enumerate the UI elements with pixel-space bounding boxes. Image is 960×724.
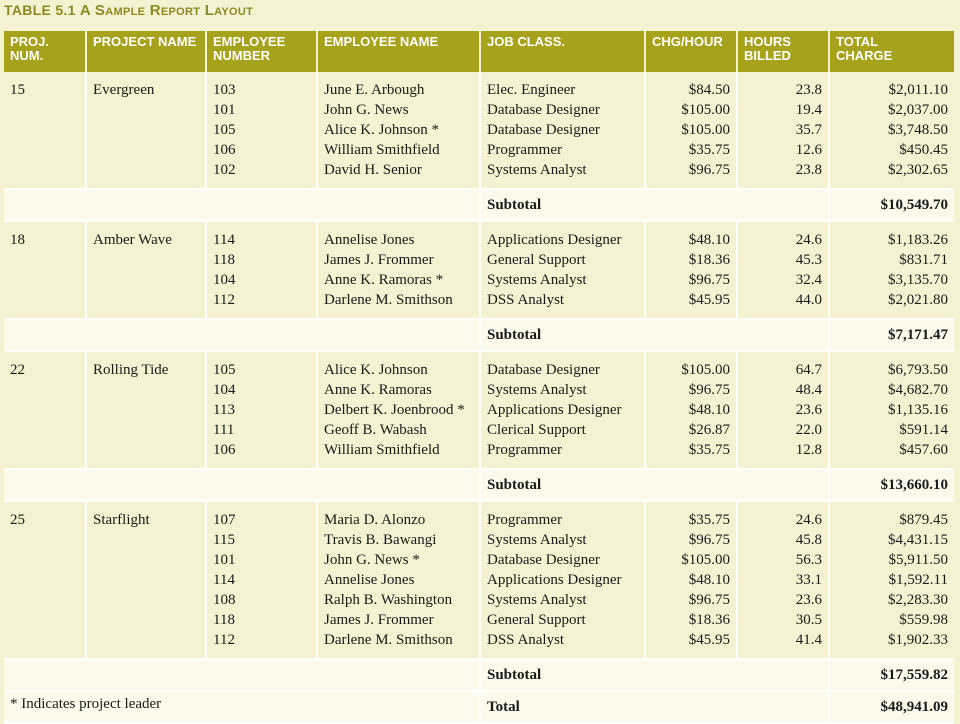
job-class: Systems Analyst (487, 532, 587, 548)
job-class: Systems Analyst (487, 272, 587, 288)
col-header-label: EMPLOYEE NAME (324, 34, 439, 49)
employee-number: 106 (213, 442, 236, 458)
total-charge-cell (829, 351, 954, 469)
total-charge: $2,037.00 (888, 102, 948, 118)
subtotal-value: $17,559.82 (829, 659, 954, 691)
chg-hour: $105.00 (681, 362, 730, 378)
employee-name: John G. News (324, 102, 409, 118)
chg-hour: $18.36 (688, 612, 730, 628)
employee-name: Darlene M. Smithson (324, 292, 453, 308)
col-header-employee-name (317, 31, 480, 72)
employee-number: 103 (213, 82, 236, 98)
chg-hour: $105.00 (681, 122, 730, 138)
employee-name: John G. News * (324, 552, 420, 568)
total-charge: $1,592.11 (888, 572, 948, 588)
job-class-cell (480, 72, 645, 189)
hours-billed: 56.3 (795, 552, 822, 568)
employee-number: 107 (213, 512, 236, 528)
project-group-row (4, 221, 954, 319)
total-charge: $2,302.65 (888, 162, 948, 178)
proj-num-cell (4, 351, 86, 469)
employee-name: Maria D. Alonzo (324, 512, 426, 528)
chg-hour: $48.10 (688, 572, 730, 588)
employee-name: Delbert K. Joenbrood * (324, 402, 465, 418)
job-class-cell (480, 221, 645, 319)
employee-number: 111 (213, 422, 235, 438)
subtotal-spacer (4, 189, 480, 221)
job-class: Elec. Engineer (487, 82, 576, 98)
job-class: Database Designer (487, 362, 600, 378)
col-header-proj-num (4, 31, 86, 72)
total-charge: $2,011.10 (888, 82, 948, 98)
project-name: Evergreen (93, 82, 155, 98)
total-charge: $2,021.80 (888, 292, 948, 308)
employee-number: 101 (213, 102, 236, 118)
chg-hour: $96.75 (688, 592, 730, 608)
employee-name: Anne K. Ramoras (324, 382, 432, 398)
job-class-cell (480, 351, 645, 469)
hours-billed: 19.4 (795, 102, 822, 118)
hours-billed: 45.3 (795, 252, 822, 268)
employee-name: James J. Frommer (324, 612, 434, 628)
hours-billed: 23.6 (795, 402, 822, 418)
hours-billed: 30.5 (795, 612, 822, 628)
job-class: Programmer (487, 442, 562, 458)
employee-name: David H. Senior (324, 162, 422, 178)
hours-billed-cell (737, 72, 829, 189)
subtotal-label: Subtotal (480, 469, 829, 501)
chg-hour: $96.75 (688, 162, 730, 178)
employee-number: 113 (213, 402, 235, 418)
job-class: DSS Analyst (487, 632, 565, 648)
col-header-total-charge (829, 31, 954, 72)
chg-hour: $45.95 (688, 632, 730, 648)
chg-hour-cell (645, 501, 737, 659)
hours-billed: 23.8 (795, 162, 822, 178)
project-name-cell (86, 501, 206, 659)
subtotal-row (4, 189, 954, 221)
employee-name: Ralph B. Washington (324, 592, 453, 608)
chg-hour: $96.75 (688, 272, 730, 288)
subtotal-spacer (4, 469, 480, 501)
job-class: DSS Analyst (487, 292, 565, 308)
col-header-label: EMPLOYEE NUMBER (213, 34, 286, 63)
hours-billed: 12.6 (795, 142, 822, 158)
hours-billed: 45.8 (795, 532, 822, 548)
total-charge: $1,183.26 (888, 232, 948, 248)
hours-billed: 24.6 (795, 232, 822, 248)
job-class: Systems Analyst (487, 592, 587, 608)
hours-billed: 35.7 (795, 122, 822, 138)
hours-billed: 32.4 (795, 272, 822, 288)
total-charge: $1,135.16 (888, 402, 948, 418)
footnote: * Indicates project leader (10, 696, 162, 712)
chg-hour: $45.95 (688, 292, 730, 308)
total-charge-cell (829, 501, 954, 659)
employee-number: 108 (213, 592, 236, 608)
project-name-cell (86, 221, 206, 319)
employee-number: 106 (213, 142, 236, 158)
total-charge: $4,682.70 (888, 382, 948, 398)
report-table (4, 31, 954, 724)
job-class: Database Designer (487, 122, 600, 138)
col-header-job-class (480, 31, 645, 72)
project-name: Starflight (93, 512, 150, 528)
total-charge: $5,911.50 (888, 552, 948, 568)
employee-number: 104 (213, 382, 236, 398)
total-charge: $591.14 (899, 422, 948, 438)
hours-billed: 64.7 (795, 362, 822, 378)
job-class: General Support (487, 252, 586, 268)
hours-billed: 22.0 (795, 422, 822, 438)
employee-number: 105 (213, 122, 236, 138)
employee-number: 118 (213, 612, 235, 628)
chg-hour: $96.75 (688, 532, 730, 548)
employee-number: 104 (213, 272, 236, 288)
hours-billed-cell (737, 351, 829, 469)
proj-num: 22 (10, 362, 25, 378)
subtotal-row (4, 659, 954, 691)
project-group-row (4, 351, 954, 469)
subtotal-value: $10,549.70 (829, 189, 954, 221)
project-group-row (4, 501, 954, 659)
chg-hour: $48.10 (688, 232, 730, 248)
proj-num-cell (4, 221, 86, 319)
employee-name: Annelise Jones (324, 232, 415, 248)
employee-number-cell (206, 501, 317, 659)
employee-name: June E. Arbough (324, 82, 425, 98)
proj-num: 18 (10, 232, 25, 248)
hours-billed-cell (737, 501, 829, 659)
employee-number: 102 (213, 162, 236, 178)
chg-hour: $35.75 (688, 142, 730, 158)
hours-billed: 41.4 (795, 632, 822, 648)
chg-hour: $35.75 (688, 512, 730, 528)
total-charge: $2,283.30 (888, 592, 948, 608)
total-value: $48,941.09 (829, 691, 954, 723)
employee-number: 112 (213, 292, 235, 308)
total-label: Total (480, 691, 829, 723)
hours-billed: 23.8 (795, 82, 822, 98)
employee-number: 114 (213, 232, 235, 248)
employee-number: 118 (213, 252, 235, 268)
col-header-employee-number (206, 31, 317, 72)
hours-billed: 23.6 (795, 592, 822, 608)
chg-hour: $48.10 (688, 402, 730, 418)
job-class: Programmer (487, 142, 562, 158)
project-group-row (4, 72, 954, 189)
employee-name: William Smithfield (324, 442, 440, 458)
employee-name-cell (317, 221, 480, 319)
hours-billed: 24.6 (795, 512, 822, 528)
chg-hour-cell (645, 72, 737, 189)
total-charge: $879.45 (899, 512, 948, 528)
proj-num-cell (4, 501, 86, 659)
employee-name: Travis B. Bawangi (324, 532, 437, 548)
employee-name-cell (317, 72, 480, 189)
job-class: Programmer (487, 512, 562, 528)
job-class: Applications Designer (487, 232, 622, 248)
col-header-chg-hour (645, 31, 737, 72)
project-name: Amber Wave (93, 232, 172, 248)
total-charge: $6,793.50 (888, 362, 948, 378)
total-charge: $3,135.70 (888, 272, 948, 288)
chg-hour-cell (645, 351, 737, 469)
total-charge: $559.98 (899, 612, 948, 628)
job-class: Applications Designer (487, 572, 622, 588)
job-class: Applications Designer (487, 402, 622, 418)
subtotal-row (4, 319, 954, 351)
chg-hour: $26.87 (688, 422, 730, 438)
job-class: General Support (487, 612, 586, 628)
chg-hour-cell (645, 221, 737, 319)
subtotal-row (4, 469, 954, 501)
hours-billed-cell (737, 221, 829, 319)
employee-number: 112 (213, 632, 235, 648)
table-title-prefix: TABLE 5.1 (4, 2, 76, 18)
hours-billed: 48.4 (795, 382, 822, 398)
chg-hour: $96.75 (688, 382, 730, 398)
employee-name-cell (317, 501, 480, 659)
col-header-label: PROJECT NAME (93, 34, 197, 49)
total-charge: $450.45 (899, 142, 948, 158)
total-charge-cell (829, 72, 954, 189)
employee-name: Darlene M. Smithson (324, 632, 453, 648)
chg-hour: $35.75 (688, 442, 730, 458)
chg-hour: $84.50 (688, 82, 730, 98)
chg-hour: $105.00 (681, 102, 730, 118)
col-header-label: HOURS BILLED (744, 34, 791, 63)
employee-name: Geoff B. Wabash (324, 422, 427, 438)
chg-hour: $105.00 (681, 552, 730, 568)
job-class: Database Designer (487, 102, 600, 118)
employee-number-cell (206, 221, 317, 319)
header-row (4, 31, 954, 72)
employee-name: James J. Frommer (324, 252, 434, 268)
total-charge: $3,748.50 (888, 122, 948, 138)
project-name-cell (86, 351, 206, 469)
chg-hour: $18.36 (688, 252, 730, 268)
employee-name: Alice K. Johnson * (324, 122, 439, 138)
col-header-label: CHG/HOUR (652, 34, 723, 49)
subtotal-label: Subtotal (480, 319, 829, 351)
col-header-project-name (86, 31, 206, 72)
subtotal-spacer (4, 659, 480, 691)
hours-billed: 44.0 (795, 292, 822, 308)
employee-number: 101 (213, 552, 236, 568)
employee-number: 114 (213, 572, 235, 588)
total-charge: $4,431.15 (888, 532, 948, 548)
total-charge: $1,902.33 (888, 632, 948, 648)
employee-name: Alice K. Johnson (324, 362, 428, 378)
job-class: Database Designer (487, 552, 600, 568)
table-title (4, 0, 253, 20)
col-header-label: TOTAL CHARGE (836, 34, 893, 63)
subtotal-label: Subtotal (480, 189, 829, 221)
employee-number: 105 (213, 362, 236, 378)
subtotal-value: $7,171.47 (829, 319, 954, 351)
employee-name: Anne K. Ramoras * (324, 272, 444, 288)
employee-name: William Smithfield (324, 142, 440, 158)
col-header-label: PROJ. NUM. (10, 34, 50, 63)
job-class: Clerical Support (487, 422, 586, 438)
employee-name: Annelise Jones (324, 572, 415, 588)
employee-number-cell (206, 72, 317, 189)
proj-num: 25 (10, 512, 25, 528)
proj-num: 15 (10, 82, 25, 98)
total-charge-cell (829, 221, 954, 319)
employee-name-cell (317, 351, 480, 469)
subtotal-label: Subtotal (480, 659, 829, 691)
table-title-text: A Sample Report Layout (79, 2, 254, 19)
hours-billed: 33.1 (795, 572, 822, 588)
employee-number: 115 (213, 532, 235, 548)
job-class: Systems Analyst (487, 162, 587, 178)
job-class: Systems Analyst (487, 382, 587, 398)
total-charge: $457.60 (899, 442, 948, 458)
col-header-label: JOB CLASS. (487, 34, 566, 49)
job-class-cell (480, 501, 645, 659)
total-charge: $831.71 (899, 252, 948, 268)
subtotal-spacer (4, 319, 480, 351)
report-body (4, 72, 954, 723)
proj-num-cell (4, 72, 86, 189)
employee-number-cell (206, 351, 317, 469)
project-name: Rolling Tide (93, 362, 169, 378)
subtotal-value: $13,660.10 (829, 469, 954, 501)
project-name-cell (86, 72, 206, 189)
hours-billed: 12.8 (795, 442, 822, 458)
col-header-hours-billed (737, 31, 829, 72)
